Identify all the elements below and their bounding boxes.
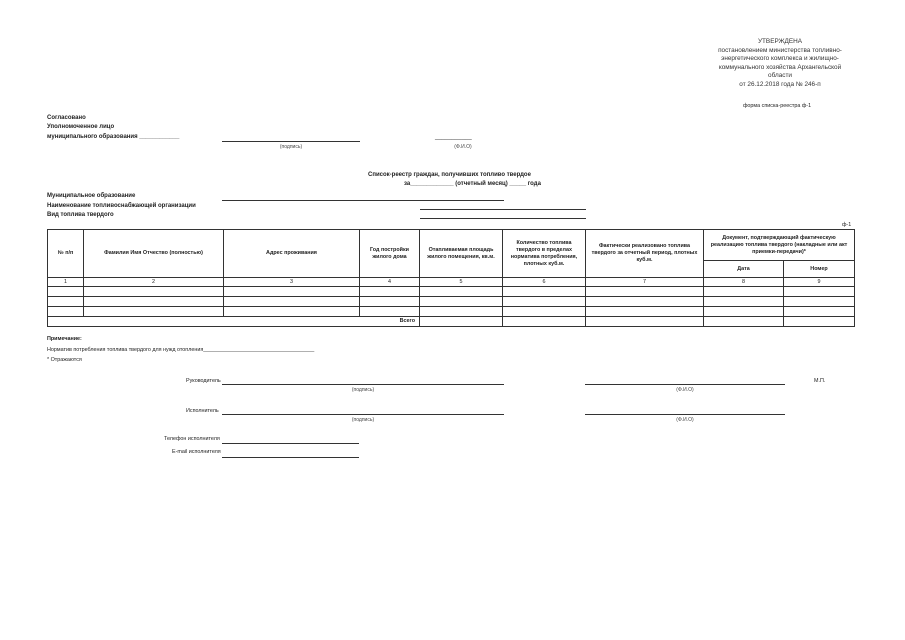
- notes-footnote: * Отражаются: [47, 357, 82, 363]
- document-period: за_____________ (отчетный месяц) _____ года: [404, 181, 541, 187]
- column-number: 5: [420, 278, 503, 287]
- executor-label: Исполнитель: [186, 408, 219, 414]
- head-name-line[interactable]: [585, 384, 785, 385]
- fuel-type-line[interactable]: [420, 218, 586, 219]
- column-number: 7: [586, 278, 704, 287]
- registry-table: [47, 229, 855, 327]
- municipality-line[interactable]: [222, 200, 504, 201]
- agreement-person: Уполномоченное лицо: [47, 124, 115, 130]
- agreement-municipality: муниципального образования ____________: [47, 134, 180, 140]
- agreement-signature-line: [222, 141, 360, 142]
- notes-title: Примечание:: [47, 336, 82, 342]
- approval-line: УТВЕРЖДЕНА: [757, 38, 803, 45]
- column-number: 4: [360, 278, 420, 287]
- supplier-line[interactable]: [420, 209, 586, 210]
- approval-line: постановлением министерства топливно-: [718, 46, 842, 54]
- approval-line: от 26.12.2018 года № 246-п: [739, 80, 821, 88]
- header-actual-quantity: Фактически реализовано топлива твердого за отчетный период, плотных куб.м.: [586, 230, 704, 278]
- fuel-type-label: Вид топлива твердого: [47, 212, 114, 218]
- header-address: Адрес проживания: [224, 230, 360, 278]
- email-label: E-mail исполнителя: [172, 449, 221, 455]
- approval-block: [700, 38, 860, 90]
- column-number: 3: [224, 278, 360, 287]
- header-heated-area: Отапливаемая площадь жилого помещения, кв.м.: [420, 230, 503, 278]
- supplier-label: Наименование топливоснабжающей организации: [47, 203, 196, 209]
- column-numbers-row: [48, 278, 855, 287]
- executor-name-line[interactable]: [585, 414, 785, 415]
- head-signature-caption: (подпись): [351, 387, 375, 393]
- form-label: форма списка-реестра ф-1: [743, 103, 812, 109]
- header-document: Документ, подтверждающий фактическую реализацию топлива твердого (накладные или акт приемки-передачи)*: [704, 230, 855, 261]
- table-row[interactable]: [48, 287, 855, 297]
- approval-line: области: [768, 72, 792, 80]
- form-code: ф-1: [842, 222, 852, 228]
- document-title: Список-реестр граждан, получивших топливо твердое: [368, 172, 531, 178]
- subheader-number: Номер: [784, 261, 855, 278]
- municipality-label: Муниципальное образование: [47, 193, 136, 199]
- subheader-date: Дата: [704, 261, 784, 278]
- notes-norm: Норматив потребления топлива твердого для нужд отопления_____________________________________: [47, 347, 315, 353]
- total-row: [48, 317, 855, 327]
- column-number: 9: [784, 278, 855, 287]
- table-row[interactable]: [48, 297, 855, 307]
- head-name-caption: (Ф.И.О): [676, 387, 694, 393]
- executor-signature-caption: (подпись): [351, 417, 375, 423]
- head-label: Руководитель: [186, 378, 221, 384]
- approval-line: коммунального хозяйства Архангельской: [718, 63, 842, 71]
- header-norm-quantity: Количество топлива твердого в пределах норматива потребления, плотных куб.м.: [503, 230, 586, 278]
- column-number: 8: [704, 278, 784, 287]
- column-number: 6: [503, 278, 586, 287]
- table-row[interactable]: [48, 307, 855, 317]
- column-number: 1: [48, 278, 84, 287]
- executor-signature-line[interactable]: [222, 414, 504, 415]
- email-line[interactable]: [222, 457, 359, 458]
- header-full-name: Фамилия Имя Отчество (полностью): [84, 230, 224, 278]
- total-label: Всего: [48, 317, 420, 327]
- stamp-label: М.П.: [814, 378, 826, 384]
- agreement-signature-caption: (подпись): [279, 144, 303, 150]
- agreement-title: Согласовано: [47, 115, 86, 121]
- agreement-name-caption: (Ф.И.О): [454, 144, 472, 150]
- header-number: № п/п: [48, 230, 84, 278]
- phone-line[interactable]: [222, 443, 359, 444]
- column-number: 2: [84, 278, 224, 287]
- head-signature-line[interactable]: [222, 384, 504, 385]
- agreement-name-blank: ___________: [435, 134, 472, 140]
- approval-line: энергетического комплекса и жилищно-: [721, 55, 839, 63]
- header-build-year: Год постройки жилого дома: [360, 230, 420, 278]
- phone-label: Телефон исполнителя: [164, 436, 220, 442]
- executor-name-caption: (Ф.И.О): [676, 417, 694, 423]
